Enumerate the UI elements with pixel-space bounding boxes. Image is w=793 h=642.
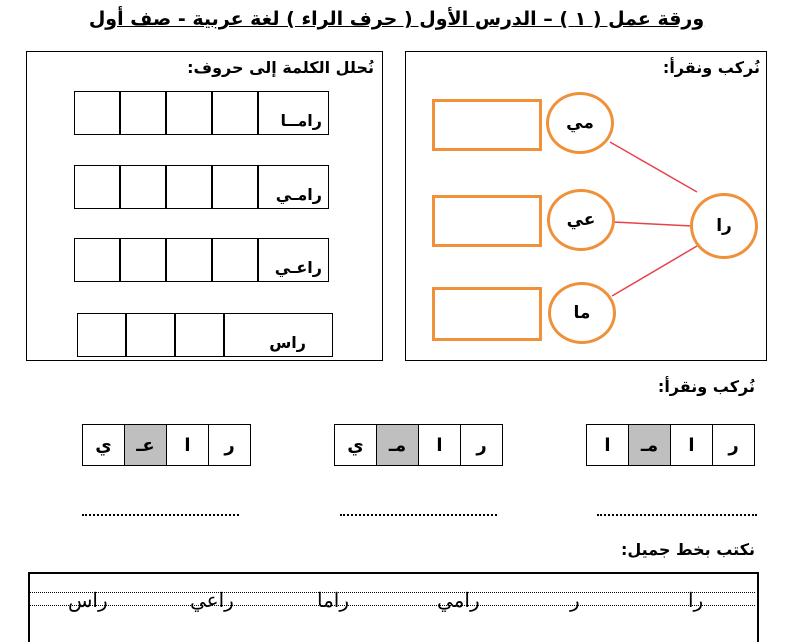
syllable-circle xyxy=(547,189,615,251)
letter-tiles-group-2 xyxy=(334,424,503,466)
handwriting-sample: را xyxy=(688,588,704,612)
letter-tile: ر xyxy=(460,425,502,465)
handwriting-sample: راعي xyxy=(190,588,234,612)
guide-line xyxy=(30,605,755,606)
handwriting-heading: نكتب بخط جميل: xyxy=(620,540,755,559)
handwriting-sample: ر xyxy=(570,588,580,612)
letter-tile: ر xyxy=(712,425,754,465)
answer-box[interactable] xyxy=(432,195,542,247)
connector-line xyxy=(612,246,697,296)
syllable-text: ما xyxy=(573,303,591,323)
handwriting-sample: راس xyxy=(68,588,108,612)
answer-box[interactable] xyxy=(432,99,542,151)
handwriting-sample: راما xyxy=(317,588,350,612)
letter-tile: مـ xyxy=(628,425,670,465)
guide-line xyxy=(30,592,755,593)
letter-tile: ا xyxy=(604,434,611,456)
syllable-circle xyxy=(548,282,616,344)
word-label: راس xyxy=(269,333,306,352)
letter-tile: ر xyxy=(208,425,250,465)
connector-line xyxy=(613,222,692,226)
worksheet-title: ورقة عمل ( ١ ) – الدرس الأول ( حرف الراء ) لغة عربية - صف أول xyxy=(88,8,705,30)
letter-tile: ا xyxy=(418,425,460,465)
center-syllable-text: را xyxy=(716,216,732,236)
letter-tile: مـ xyxy=(376,425,418,465)
letter-tile: ي xyxy=(347,434,364,456)
letter-tile: عـ xyxy=(124,425,166,465)
letter-tiles-group-1 xyxy=(586,424,755,466)
word-label: راعـي xyxy=(274,258,322,277)
answer-line[interactable] xyxy=(597,514,757,516)
compose-diagram-heading: نُركب ونقرأ: xyxy=(662,58,760,77)
letter-tile: ي xyxy=(95,434,112,456)
answer-box[interactable] xyxy=(432,287,542,341)
analyze-heading: نُحلل الكلمة إلى حروف: xyxy=(187,58,374,77)
center-syllable-circle xyxy=(690,193,758,259)
letter-tile: ا xyxy=(670,425,712,465)
letter-tiles-group-3 xyxy=(82,424,251,466)
syllable-text: مي xyxy=(566,113,594,133)
syllable-text: عي xyxy=(566,210,596,230)
connector-line xyxy=(610,142,697,192)
answer-line[interactable] xyxy=(340,514,497,516)
letter-tile: ا xyxy=(166,425,208,465)
answer-line[interactable] xyxy=(82,514,239,516)
handwriting-sample: رامي xyxy=(437,588,480,612)
word-label: رامـي xyxy=(275,185,322,204)
syllable-circle xyxy=(546,92,614,154)
compose-heading: نُركب ونقرأ: xyxy=(657,377,755,396)
handwriting-box xyxy=(28,572,759,642)
word-label: رامــا xyxy=(280,111,322,130)
